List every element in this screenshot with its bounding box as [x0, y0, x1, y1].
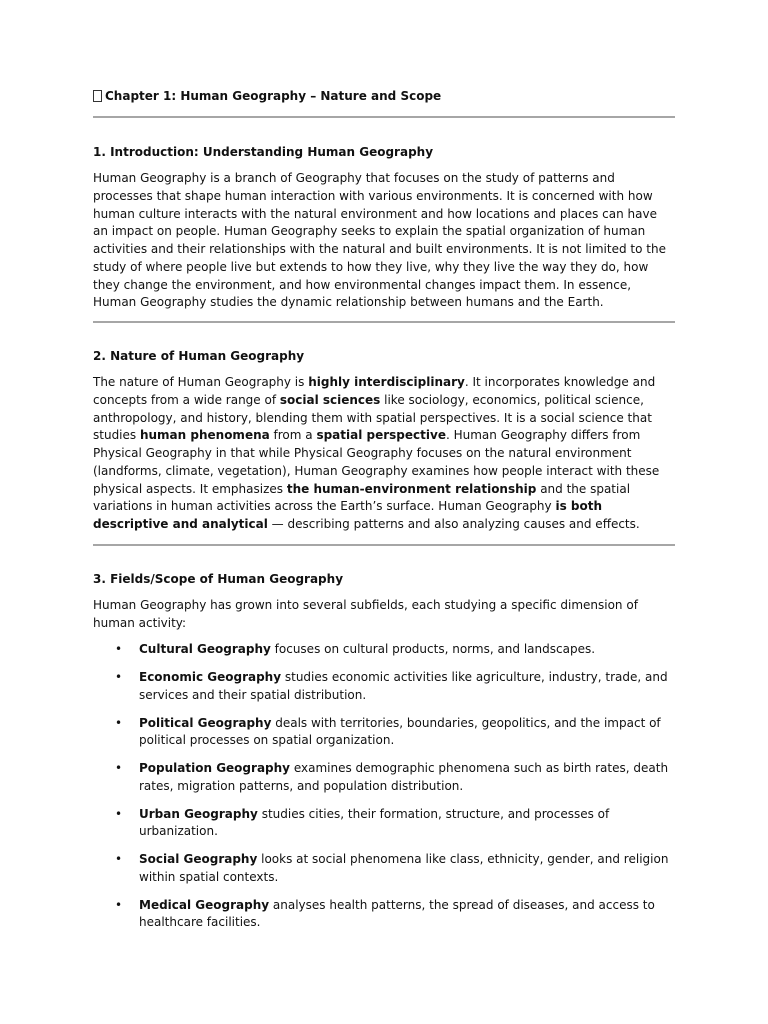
list-item: [93, 641, 675, 659]
document-content: [93, 87, 675, 942]
nature-emphasis: social sciences: [279, 392, 381, 407]
nature-emphasis: human phenomena: [139, 428, 270, 443]
section-heading-introduction: 1. Introduction: Understanding Human Geography: [93, 145, 434, 159]
document-title-text: Chapter 1: Human Geography – Nature and Scope: [105, 89, 442, 103]
bullet-icon: •: [115, 852, 123, 866]
subfield-term: Population Geography: [139, 761, 290, 775]
nature-text: . It incorporates knowledge and concepts from a wide range of: [93, 375, 656, 407]
divider: [93, 321, 675, 323]
subfield-description: studies cities, their formation, structure, and processes of urbanization.: [139, 806, 610, 839]
list-item: [93, 851, 675, 887]
nature-emphasis: is both descriptive and analytical: [93, 499, 603, 531]
divider: [93, 116, 675, 118]
list-item: [93, 715, 675, 751]
nature-emphasis: spatial perspective: [316, 428, 446, 443]
nature-paragraph: [93, 374, 675, 534]
subfield-description: deals with territories, boundaries, geopolitics, and the impact of political processes on spatial organization.: [139, 715, 661, 748]
list-item: [93, 760, 675, 796]
nature-text: like sociology, economics, political science, anthropology, and history, blending them with spatial perspectives. It is a social science that studies: [93, 392, 652, 443]
subfield-description: focuses on cultural products, norms, and landscapes.: [270, 642, 596, 657]
subfield-description: studies economic activities like agriculture, industry, trade, and services and their spatial distribution.: [139, 670, 668, 702]
nature-text: from a: [269, 428, 317, 443]
section-heading-fields: 3. Fields/Scope of Human Geography: [93, 571, 344, 586]
list-item: [93, 806, 675, 842]
subfield-term: Political Geography: [139, 715, 272, 730]
bullet-icon: •: [115, 642, 123, 657]
subfield-term: Economic Geography: [139, 670, 282, 684]
document-title: [93, 87, 675, 105]
nature-text: . Human Geography differs from Physical Geography in that while Physical Geography focuses on the natural environment (landforms, climate, vegetation), Human Geography examines how people interact with these physical aspects. It emphasizes: [93, 428, 660, 496]
list-item: [93, 897, 675, 933]
bullet-icon: •: [115, 715, 123, 730]
introduction-paragraph: Human Geography is a branch of Geography that focuses on the study of patterns and processes that shape human interaction with various environments. It is concerned with how human culture interacts with the natural environment and how locations and places can have an impact on people. Human Geography seeks to explain the spatial organization of human activities and their relationships with the natural and built environments. It is not limited to the study of where people live but extends to how they live, why they live the way they do, how they change the environment, and how environmental changes impact them. In essence, Human Geography studies the dynamic relationship between humans and the Earth.: [93, 171, 666, 310]
section-heading-nature: 2. Nature of Human Geography: [93, 349, 305, 363]
nature-text: — describing patterns and also analyzing causes and effects.: [267, 517, 640, 531]
subfield-term: Medical Geography: [139, 897, 270, 912]
subfield-description: looks at social phenomena like class, ethnicity, gender, and religion within spatial contexts.: [139, 852, 669, 884]
bullet-icon: •: [115, 670, 123, 684]
fields-intro-paragraph: Human Geography has grown into several subfields, each studying a specific dimension of human activity:: [93, 597, 638, 630]
nature-emphasis: highly interdisciplinary: [308, 375, 465, 389]
nature-emphasis: the human-environment relationship: [286, 481, 537, 496]
subfields-list: [93, 641, 675, 932]
subfield-term: Social Geography: [139, 852, 258, 866]
divider: [93, 544, 675, 546]
nature-text: and the spatial variations in human activities across the Earth’s surface. Human Geography: [93, 481, 631, 514]
bullet-icon: •: [115, 806, 123, 821]
bullet-icon: •: [115, 761, 123, 775]
subfield-term: Urban Geography: [139, 806, 258, 821]
missing-glyph-icon: [93, 90, 102, 102]
list-item: [93, 669, 675, 705]
bullet-icon: •: [115, 897, 123, 912]
nature-text: The nature of Human Geography is: [93, 375, 309, 389]
subfield-term: Cultural Geography: [139, 642, 271, 657]
subfield-description: examines demographic phenomena such as birth rates, death rates, migration patterns, and population distribution.: [139, 761, 669, 793]
subfield-description: analyses health patterns, the spread of diseases, and access to healthcare facilities.: [139, 897, 655, 930]
